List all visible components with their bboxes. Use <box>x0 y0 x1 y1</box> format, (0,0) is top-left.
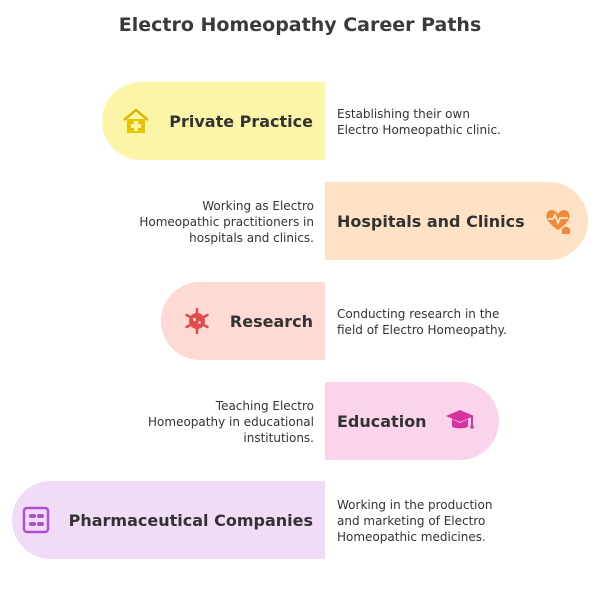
diagram-title: Electro Homeopathy Career Paths <box>118 14 482 36</box>
career-label: Research <box>229 311 313 331</box>
heart-hand-icon <box>541 204 575 238</box>
career-pharmaceutical-companies <box>12 481 325 559</box>
graduation-cap-icon <box>443 404 477 438</box>
pills-icon <box>19 503 53 537</box>
career-description: Teaching Electro Homeopathy in educational institutions. <box>148 399 314 445</box>
career-description: Working as Electro Homeopathic practitioners in hospitals and clinics. <box>139 199 314 245</box>
career-education <box>325 382 499 460</box>
career-label: Education <box>337 411 427 431</box>
virus-icon <box>180 304 214 338</box>
career-description: Establishing their own Electro Homeopathic clinic. <box>337 107 501 137</box>
career-label: Private Practice <box>169 111 313 131</box>
career-research <box>161 282 325 360</box>
career-label: Hospitals and Clinics <box>337 211 525 231</box>
career-description: Conducting research in the field of Electro Homeopathy. <box>337 307 507 337</box>
career-hospitals-and-clinics <box>325 182 588 260</box>
career-description: Working in the production and marketing of Electro Homeopathic medicines. <box>337 498 493 544</box>
clinic-icon <box>119 104 153 138</box>
career-private-practice <box>102 82 325 160</box>
career-label: Pharmaceutical Companies <box>68 510 313 530</box>
